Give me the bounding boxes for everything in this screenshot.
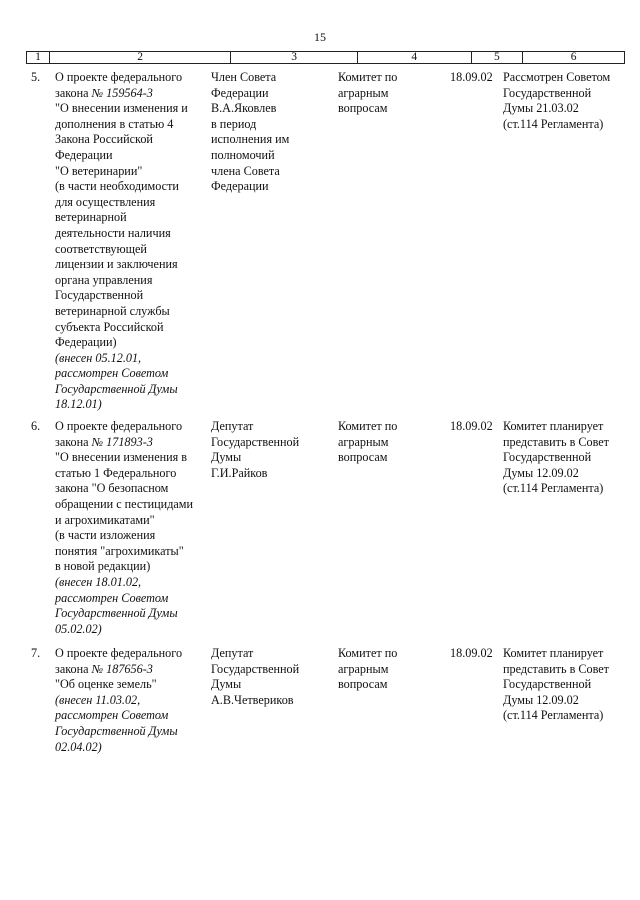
law-title-line: ветеринарной (55, 210, 127, 225)
entry-number: 6. (31, 419, 41, 433)
committee-line: вопросам (338, 677, 388, 692)
law-title-line: (в части необходимости (55, 179, 179, 194)
project-line: О проекте федерального (55, 646, 183, 660)
status (503, 419, 628, 497)
committee-line: аграрным (338, 85, 389, 100)
committee-line: вопросам (338, 450, 388, 465)
date: 18.09.02 (450, 70, 493, 84)
status-line: Рассмотрен Советом (503, 70, 611, 84)
status (503, 646, 628, 724)
law-title-line: для осуществления (55, 194, 156, 209)
committee (338, 646, 446, 693)
status-line: (ст.114 Регламента) (503, 708, 604, 723)
page-number: 15 (314, 30, 326, 44)
column-header-row (26, 51, 625, 64)
law-title-line: обращении с пестицидами (55, 496, 194, 511)
project-description (55, 646, 207, 755)
committee-line: аграрным (338, 661, 389, 676)
submission-note-line: (внесен 05.12.01, (55, 350, 142, 365)
law-title-line: "О внесении изменения и (55, 101, 188, 116)
law-title-line: "О внесении изменения в (55, 450, 188, 465)
submission-note-line: 18.12.01) (55, 397, 102, 412)
committee (338, 70, 446, 117)
committee-line: Комитет по (338, 419, 398, 433)
status-line: Думы 12.09.02 (503, 465, 579, 480)
status-line: Думы 21.03.02 (503, 101, 579, 116)
law-title-line: "О ветеринарии" (55, 163, 143, 178)
author-line: Член Совета (211, 70, 277, 84)
law-title-line: (в части изложения (55, 528, 156, 543)
entry-number: 7. (31, 646, 41, 660)
committee-line: Комитет по (338, 646, 398, 660)
committee-line: вопросам (338, 101, 388, 116)
committee (338, 419, 446, 466)
law-title-line: понятия "агрохимикаты" (55, 543, 184, 558)
submission-note-line: рассмотрен Советом (55, 590, 169, 605)
law-number: № 159564-3 (91, 85, 153, 100)
law-number: № 171893-3 (91, 434, 153, 449)
author-line: Г.И.Райков (211, 465, 268, 480)
author-line: Депутат (211, 646, 254, 660)
author-line: Думы (211, 677, 242, 692)
law-title-line: статью 1 Федерального (55, 465, 177, 480)
law-title-line: ветеринарной службы (55, 303, 170, 318)
author-line: Федерации (211, 85, 269, 100)
law-number: № 187656-3 (91, 661, 153, 676)
author-line: В.А.Яковлев (211, 101, 277, 116)
author-line: Депутат (211, 419, 254, 433)
author-line: Думы (211, 450, 242, 465)
submission-note-line: 02.04.02) (55, 739, 102, 754)
column-header-2: 2 (50, 52, 231, 63)
status-line: Думы 12.09.02 (503, 692, 579, 707)
date: 18.09.02 (450, 646, 493, 660)
project-description (55, 419, 207, 637)
law-title-line: закона "О безопасном (55, 481, 169, 496)
law-title-line: деятельности наличия (55, 225, 171, 240)
submission-note-line: Государственной Думы (55, 606, 178, 621)
law-title-line: субъекта Российской (55, 319, 164, 334)
author-line: А.В.Четвериков (211, 692, 294, 707)
status-line: Государственной (503, 677, 592, 692)
law-number-line (55, 662, 207, 678)
status-line: представить в Совет (503, 661, 610, 676)
law-title-line: соответствующей (55, 241, 147, 256)
column-header-5: 5 (472, 52, 524, 63)
author (211, 70, 333, 195)
law-label: закона (55, 434, 92, 449)
column-header-3: 3 (231, 52, 358, 63)
law-title-line: "Об оценке земель" (55, 677, 157, 692)
law-title-line: Государственной (55, 288, 144, 303)
status (503, 70, 628, 132)
submission-note-line: Государственной Думы (55, 381, 178, 396)
column-header-4: 4 (358, 52, 472, 63)
law-number-line (55, 435, 207, 451)
column-header-6: 6 (570, 51, 577, 63)
status-line: (ст.114 Регламента) (503, 116, 604, 131)
submission-note-line: (внесен 18.01.02, (55, 574, 142, 589)
author-line: Государственной (211, 661, 300, 676)
status-line: Комитет планирует (503, 419, 604, 433)
status-line: Государственной (503, 450, 592, 465)
author-line: в период (211, 116, 257, 131)
status-line: Государственной (503, 85, 592, 100)
law-title-line: в новой редакции) (55, 559, 151, 574)
status-line: (ст.114 Регламента) (503, 481, 604, 496)
law-label: закона (55, 85, 92, 100)
law-title-line: Федерации) (55, 335, 117, 350)
project-line: О проекте федерального (55, 70, 183, 84)
entry-number: 5. (31, 70, 41, 84)
law-title-line: Закона Российской (55, 132, 153, 147)
law-number-line (55, 86, 207, 102)
law-title-line: лицензии и заключения (55, 257, 178, 272)
submission-note-line: рассмотрен Советом (55, 366, 169, 381)
submission-note-line: 05.02.02) (55, 621, 102, 636)
project-line: О проекте федерального (55, 419, 183, 433)
law-title-line: Федерации (55, 147, 113, 162)
committee-line: Комитет по (338, 70, 398, 84)
date: 18.09.02 (450, 419, 493, 433)
committee-line: аграрным (338, 434, 389, 449)
author-line: члена Совета (211, 163, 280, 178)
status-line: представить в Совет (503, 434, 610, 449)
submission-note-line: Государственной Думы (55, 723, 178, 738)
author (211, 646, 333, 708)
project-description (55, 70, 207, 413)
status-line: Комитет планирует (503, 646, 604, 660)
author-line: исполнения им (211, 132, 290, 147)
law-label: закона (55, 661, 92, 676)
law-title-line: и агрохимикатами" (55, 512, 155, 527)
author-line: полномочий (211, 147, 275, 162)
author (211, 419, 333, 481)
column-header-1: 1 (27, 52, 50, 63)
author-line: Государственной (211, 434, 300, 449)
submission-note-line: рассмотрен Советом (55, 708, 169, 723)
submission-note-line: (внесен 11.03.02, (55, 692, 141, 707)
author-line: Федерации (211, 179, 269, 194)
law-title-line: дополнения в статью 4 (55, 116, 174, 131)
law-title-line: органа управления (55, 272, 153, 287)
